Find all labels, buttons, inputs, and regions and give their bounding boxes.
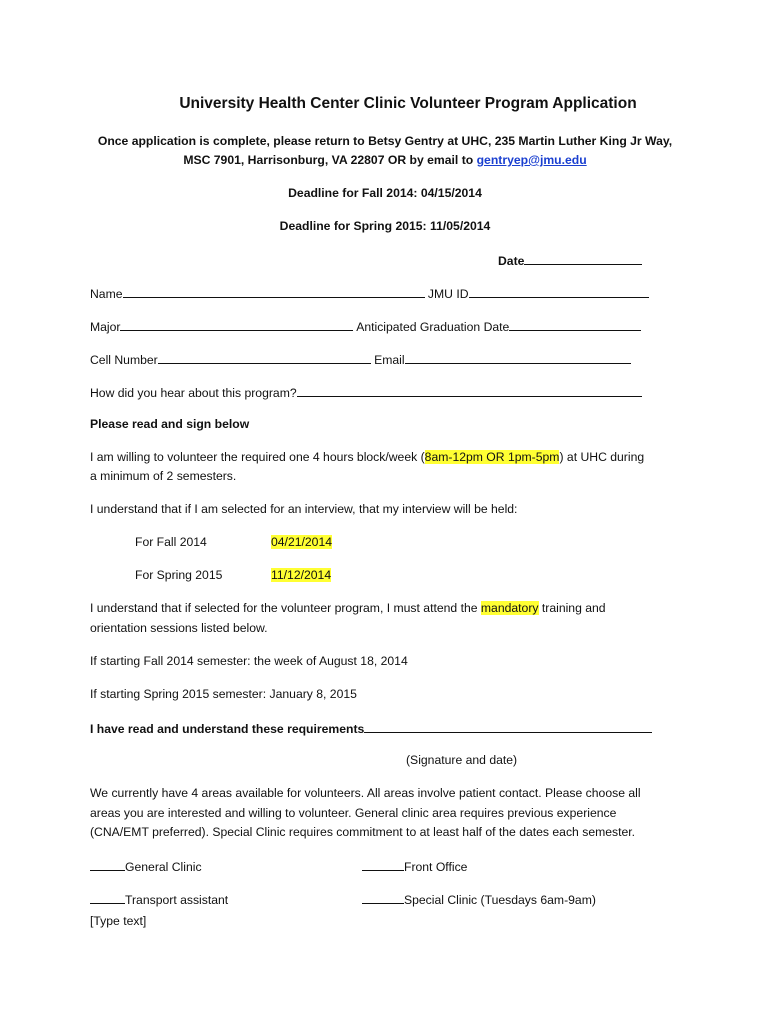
areas-text-1: We currently have 4 areas available for volunteers. All areas involve patient contact. Please choose all — [90, 786, 641, 800]
read-sign-heading: Please read and sign below — [90, 417, 250, 431]
area-general — [90, 858, 202, 874]
intro-line-2-text: MSC 7901, Harrisonburg, VA 22807 OR by email to — [183, 153, 477, 167]
willing-line-1 — [90, 450, 644, 464]
training-line-1 — [90, 601, 606, 615]
interview-spring-label: For Spring 2015 — [135, 568, 223, 582]
signature-caption: (Signature and date) — [406, 753, 518, 767]
interview-fall-label: For Fall 2014 — [135, 535, 207, 549]
transport-label: Transport assistant — [125, 893, 229, 907]
agreement-row — [90, 720, 652, 736]
cell-row — [90, 351, 631, 367]
start-spring: If starting Spring 2015 semester: January 8, 2015 — [90, 687, 357, 701]
name-row — [90, 285, 649, 301]
form-title: University Health Center Clinic Volunteer Program Application — [179, 95, 637, 112]
major-row — [90, 318, 641, 334]
major-label: Major — [90, 320, 121, 334]
willing-text: I am willing to volunteer the required one 4 hours block/week ( — [90, 450, 425, 464]
interview-spring-date: 11/12/2014 — [271, 568, 332, 582]
name-line[interactable] — [123, 285, 425, 298]
footer-text: [Type text] — [90, 914, 147, 928]
front-office-label: Front Office — [404, 860, 468, 874]
date-line — [524, 252, 642, 265]
grad-date-label: Anticipated Graduation Date — [356, 320, 510, 334]
cell-label: Cell Number — [90, 353, 158, 367]
agreement-text: I have read and understand these requirements — [90, 722, 365, 736]
hours-highlight: 8am-12pm OR 1pm-5pm — [424, 450, 560, 464]
training-suffix: training and — [538, 601, 606, 615]
willing-line-2: a minimum of 2 semesters. — [90, 469, 237, 483]
area-transport — [90, 891, 228, 907]
special-clinic-label: Special Clinic (Tuesdays 6am-9am) — [404, 893, 596, 907]
mandatory-highlight: mandatory — [480, 601, 539, 615]
email-line[interactable] — [405, 351, 631, 364]
major-line[interactable] — [120, 318, 353, 331]
email-label: Email — [374, 353, 405, 367]
general-clinic-blank[interactable] — [90, 858, 125, 871]
hear-line[interactable] — [297, 384, 642, 397]
general-clinic-label: General Clinic — [125, 860, 202, 874]
areas-text-3: (CNA/EMT preferred). Special Clinic requires commitment to at least half of the dates each semester. — [90, 825, 636, 839]
area-special — [362, 891, 596, 907]
training-text: I understand that if selected for the volunteer program, I must attend the — [90, 601, 481, 615]
hear-label: How did you hear about this program? — [90, 386, 297, 400]
special-clinic-blank[interactable] — [362, 891, 404, 904]
hear-row — [90, 384, 642, 400]
interview-fall-date: 04/21/2014 — [271, 535, 332, 549]
signature-line[interactable] — [364, 720, 652, 733]
name-label: Name — [90, 287, 123, 301]
grad-date-line[interactable] — [509, 318, 641, 331]
deadline-fall: Deadline for Fall 2014: 04/15/2014 — [288, 186, 482, 200]
start-fall: If starting Fall 2014 semester: the week of August 18, 2014 — [90, 654, 408, 668]
deadline-spring: Deadline for Spring 2015: 11/05/2014 — [279, 219, 491, 233]
date-field[interactable] — [498, 252, 642, 268]
areas-text-2: areas you are interested and willing to volunteer. General clinic area requires previous experience — [90, 806, 617, 820]
cell-line[interactable] — [158, 351, 371, 364]
intro-line-1: Once application is complete, please return to Betsy Gentry at UHC, 235 Martin Luther King Jr Way, — [97, 134, 673, 148]
transport-blank[interactable] — [90, 891, 125, 904]
jmu-id-line[interactable] — [469, 285, 649, 298]
training-line-2: orientation sessions listed below. — [90, 621, 268, 635]
willing-suffix: ) at UHC during — [559, 450, 645, 464]
interview-intro: I understand that if I am selected for an interview, that my interview will be held: — [90, 502, 518, 516]
area-front — [362, 858, 467, 874]
front-office-blank[interactable] — [362, 858, 404, 871]
jmu-id-label: JMU ID — [427, 287, 469, 301]
date-label: Date — [498, 254, 525, 268]
intro-line-2 — [0, 153, 770, 167]
email-link[interactable]: gentryep@jmu.edu — [476, 153, 587, 167]
